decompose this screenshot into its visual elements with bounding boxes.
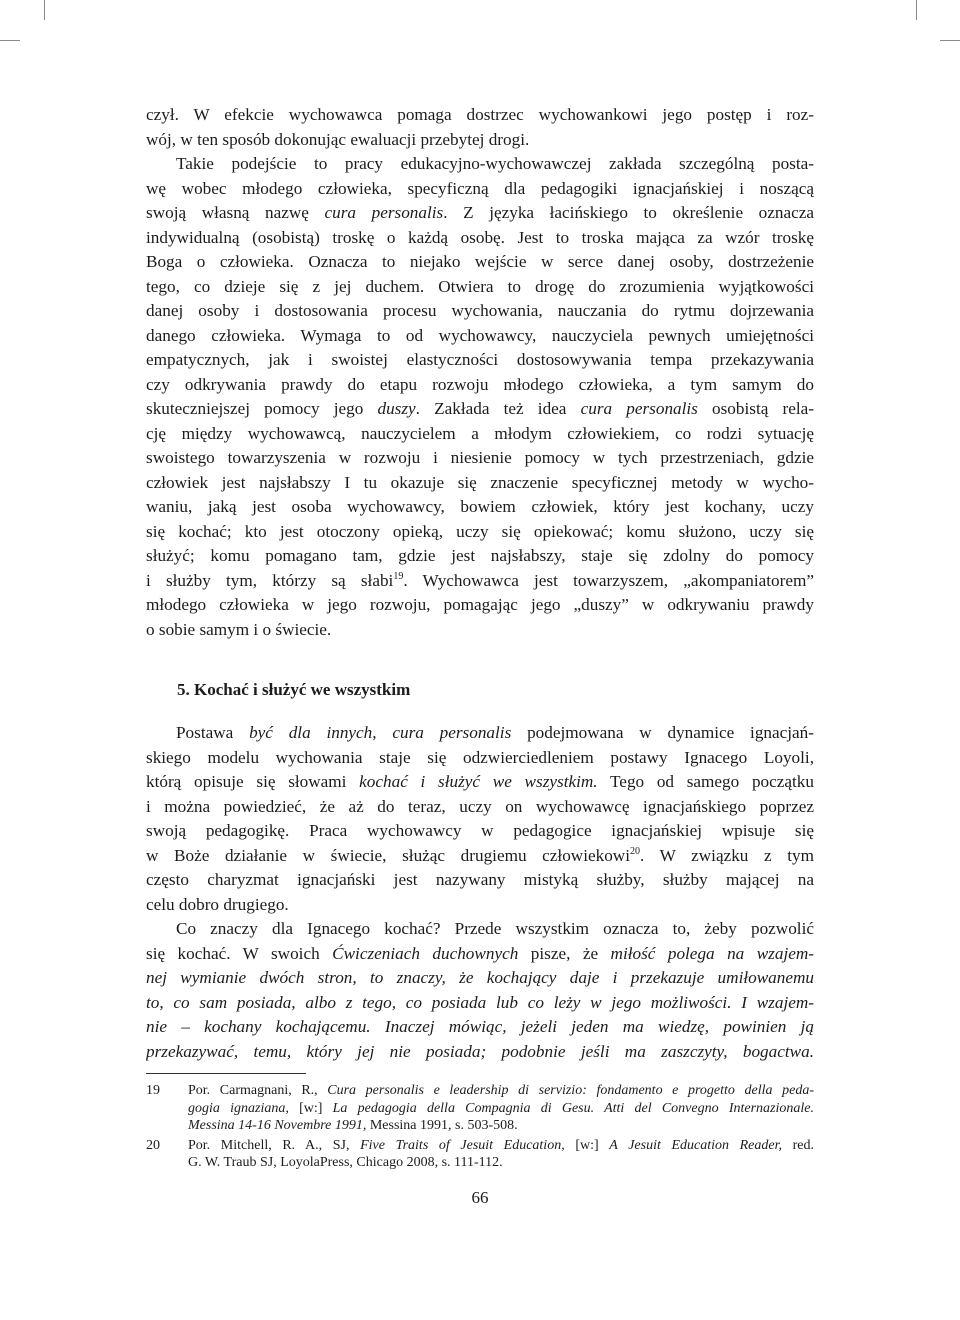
footnote-ref[interactable]: 20 xyxy=(629,845,640,857)
text-line: wój, w ten sposób dokonując ewaluacji przebytej drogi. xyxy=(146,129,530,149)
text-line: danej osoby i dostosowania procesu wychowania, nauczania do rytmu dojrzewania xyxy=(146,301,814,320)
text-line: waniu, jaką jest osoba wychowawcy, bowiem człowiek, który jest kochany, uczy xyxy=(146,497,814,516)
paragraph-postawa xyxy=(146,721,814,917)
text-line: empatycznych, jak i swoistej elastyczności dostosowywania tempa przekazywania xyxy=(146,350,814,369)
text-line: przekazywać, temu, który jej nie posiada; podobnie jeśli ma zaszczyty, bogactwa. xyxy=(146,1041,814,1061)
section-heading: 5. Kochać i służyć we wszystkim xyxy=(177,680,411,699)
text-line: skiego modelu wychowania staje się odzwierciedleniem postawy Ignacego Loyoli, xyxy=(146,747,814,767)
text-line: i służby tym, którzy są słabi$^{19}$. Wychowawca jest towarzyszem, „akompaniatorem” xyxy=(146,570,814,590)
footnote-line: Por. Carmagnani, R., Cura personalis e leadership di servizio: fondamento e progetto della peda- xyxy=(188,1083,814,1098)
text-line: nej wymianie dwóch stron, to znaczy, że kochający daje i przekazuje umiłowanemu xyxy=(146,968,814,987)
text-line: i można powiedzieć, że aż do teraz, uczy on wychowawcę ignacjańskiego poprzez xyxy=(146,796,814,816)
text-line: celu dobro drugiego. xyxy=(146,894,289,914)
footnote-number: 19 xyxy=(146,1083,160,1098)
text-line: wę wobec młodego człowieka, specyficzną dla pedagogiki ignacjańskiej i noszącą xyxy=(146,178,814,198)
text-line: służyć; komu pomagano tam, gdzie jest najsłabszy, staje się zdolny do pomocy xyxy=(146,546,814,565)
paragraph-cura-personalis xyxy=(146,152,814,642)
footnote-20 xyxy=(146,1137,814,1172)
crop-mark xyxy=(940,40,960,41)
footnote-separator xyxy=(146,1073,306,1074)
paragraph-kochac xyxy=(146,917,814,1064)
text-line: skuteczniejszej pomocy jego duszy. Zakłada też idea cura personalis osobistą rela- xyxy=(146,399,814,418)
text-line: swoją pedagogikę. Praca wychowawcy w pedagogice ignacjańskiej wpisuje się xyxy=(146,821,814,840)
text-line: Boga o człowieka. Oznacza to niejako wejście w serce danej osoby, dostrzeżenie xyxy=(146,252,814,271)
text-line: Takie podejście to pracy edukacyjno-wychowawczej zakłada szczególną posta- xyxy=(176,154,814,173)
text-line: młodego człowieka w jego rozwoju, pomagając jego „duszy” w odkrywaniu prawdy xyxy=(146,595,814,614)
text-line: czy odkrywania prawdy do etapu rozwoju młodego człowieka, a tym samym do xyxy=(146,374,814,394)
text-line: tego, co dzieje się z jej duchem. Otwiera to drogę do zrozumienia wyjątkowości xyxy=(146,276,814,296)
crop-mark xyxy=(44,0,45,20)
footnote-19 xyxy=(146,1082,814,1135)
crop-mark xyxy=(0,40,20,41)
footnote-ref[interactable]: 19 xyxy=(393,570,404,582)
footnote-line: G. W. Traub SJ, LoyolaPress, Chicago 2008, s. 111-112. xyxy=(188,1155,503,1170)
text-line: człowiek jest najsłabszy I tu okazuje się znaczenie specyficznej metody w wycho- xyxy=(146,472,814,492)
text-line: czył. W efekcie wychowawca pomaga dostrzec wychowankowi jego postęp i roz- xyxy=(146,105,814,124)
text-line: danego człowieka. Wymaga to od wychowawcy, nauczyciela pewnych umiejętności xyxy=(146,325,814,345)
text-line: często charyzmat ignacjański jest nazywany mistyką służby, służby mającej na xyxy=(146,870,814,889)
page-number: 66 xyxy=(471,1188,489,1207)
footnote-number: 20 xyxy=(146,1137,160,1153)
text-line: to, co sam posiada, albo z tego, co posiada lub co leży w jego możliwości. I wzajem- xyxy=(146,992,814,1012)
text-line: którą opisuje się słowami kochać i służyć we wszystkim. Tego od samego początku xyxy=(146,772,814,791)
crop-mark xyxy=(916,0,917,20)
text-line: swoistego towarzyszenia w rozwoju i niesienie pomocy w tych przestrzeniach, gdzie xyxy=(146,448,814,467)
text-line: swoją własną nazwę cura personalis. Z języka łacińskiego to określenie oznacza xyxy=(146,203,814,222)
footnotes xyxy=(146,1082,814,1172)
text-line: o sobie samym i o świecie. xyxy=(146,619,332,639)
text-line: Postawa być dla innych, cura personalis podejmowana w dynamice ignacjań- xyxy=(176,723,814,742)
text-line: się kochać. W swoich Ćwiczeniach duchownych pisze, że miłość polega na wzajem- xyxy=(146,943,814,963)
text-line: indywidualną (osobistą) troskę o każdą osobę. Jest to troska mająca za wzór troskę xyxy=(146,227,814,247)
footnote-line: Messina 14-16 Novembre 1991, Messina 1991, s. 503-508. xyxy=(188,1118,518,1133)
footnote-line: Por. Mitchell, R. A., SJ, Five Traits of Jesuit Education, [w:] A Jesuit Education Reader, red. xyxy=(188,1137,814,1153)
text-line: cję między wychowawcą, nauczycielem a młodym człowiekiem, co rodzi sytuację xyxy=(146,423,814,443)
text-line: Co znaczy dla Ignacego kochać? Przede wszystkim oznacza to, żeby pozwolić xyxy=(176,919,814,938)
text-line: się kochać; kto jest otoczony opieką, uczy się opiekować; komu służono, uczy się xyxy=(146,521,814,541)
paragraph-continued xyxy=(146,103,814,152)
footnote-line: gogia ignaziana, [w:] La pedagogia della Compagnia di Gesu. Atti del Convegno Internazionale. xyxy=(188,1100,814,1116)
text-line: nie – kochany kochającemu. Inaczej mówiąc, jeżeli jeden ma wiedzę, powinien ją xyxy=(146,1017,814,1036)
text-line: w Boże działanie w świecie, służąc drugiemu człowiekowi$^{20}$. W związku z tym xyxy=(146,845,814,865)
